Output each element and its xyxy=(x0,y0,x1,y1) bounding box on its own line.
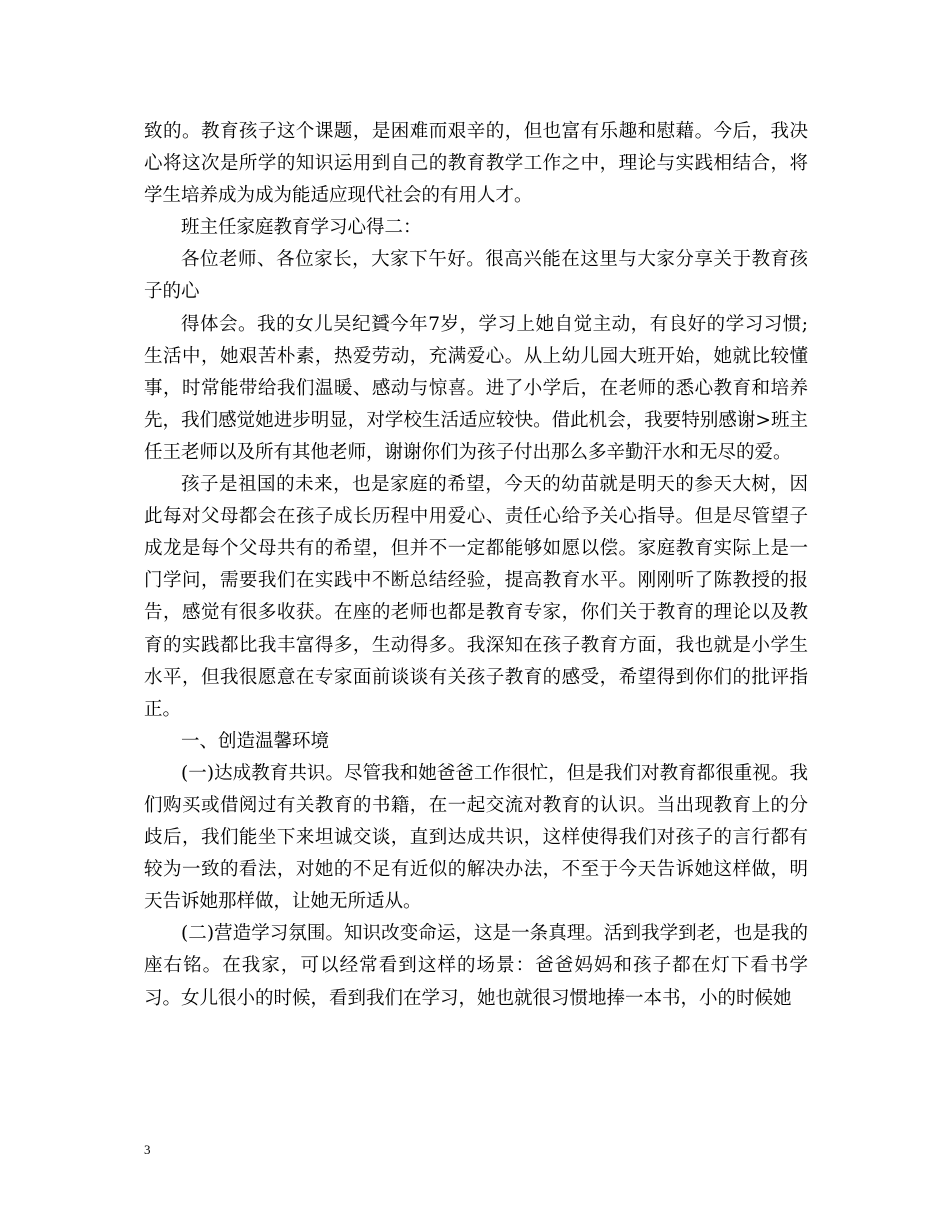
subheading-environment: 一、创造温馨环境 xyxy=(181,730,330,752)
paragraph-continuation: 致的。教育孩子这个课题，是困难而艰辛的，但也富有乐趣和慰藉。今后，我决心将这次是所学的知识运用到自己的教育教学工作之中，理论与实践相结合，将学生培养成为成为能适应现代社会的有用人才。 xyxy=(144,121,808,207)
page-number: 3 xyxy=(144,1142,151,1157)
paragraph-future: 孩子是祖国的未来，也是家庭的希望，今天的幼苗就是明天的参天大树，因此每对父母都会在孩子成长历程中用爱心、责任心给予关心指导。但是尽管望子成龙是每个父母共有的希望，但并不一定都能够如愿以偿。家庭教育实际上是一门学问，需要我们在实践中不断总结经验，提高教育水平。刚刚听了陈教授的报告，感觉有很多收获。在座的老师也都是教育专家，你们关于教育的理论以及教育的实践都比我丰富得多，生动得多。我深知在孩子教育方面，我也就是小学生水平，但我很愿意在专家面前谈谈有关孩子教育的感受，希望得到你们的批评指正。 xyxy=(144,474,808,720)
paragraph-daughter: 得体会。我的女儿吴纪贇今年7岁，学习上她自觉主动，有良好的学习习惯;生活中，她艰苦朴素，热爱劳动，充满爱心。从上幼儿园大班开始，她就比较懂事，时常能带给我们温暖、感动与惊喜。进了小学后，在老师的悉心教育和培养先，我们感觉她进步明显，对学校生活适应较快。借此机会，我要特别感谢>班主任王老师以及所有其他老师，谢谢你们为孩子付出那么多辛勤汗水和无尽的爱。 xyxy=(144,313,808,463)
section-heading: 班主任家庭教育学习心得二： xyxy=(181,217,422,239)
body-text xyxy=(144,116,808,1015)
paragraph-consensus: (一)达成教育共识。尽管我和她爸爸工作很忙，但是我们对教育都很重视。我们购买或借阅过有关教育的书籍，在一起交流对教育的认识。当出现教育上的分歧后，我们能坐下来坦诚交谈，直到达成共识，这样使得我们对孩子的言行都有较为一致的看法，对她的不足有近似的解决办法，不至于今天告诉她这样做，明天告诉她那样做，让她无所适从。 xyxy=(144,762,808,913)
paragraph-greeting: 各位老师、各位家长，大家下午好。很高兴能在这里与大家分享关于教育孩子的心 xyxy=(144,249,808,303)
paragraph-atmosphere: (二)营造学习氛围。知识改变命运，这是一条真理。活到我学到老，也是我的座右铭。在我家，可以经常看到这样的场景：爸爸妈妈和孩子都在灯下看书学习。女儿很小的时候，看到我们在学习，她也就很习惯地捧一本书，小的时候她 xyxy=(144,923,808,1009)
